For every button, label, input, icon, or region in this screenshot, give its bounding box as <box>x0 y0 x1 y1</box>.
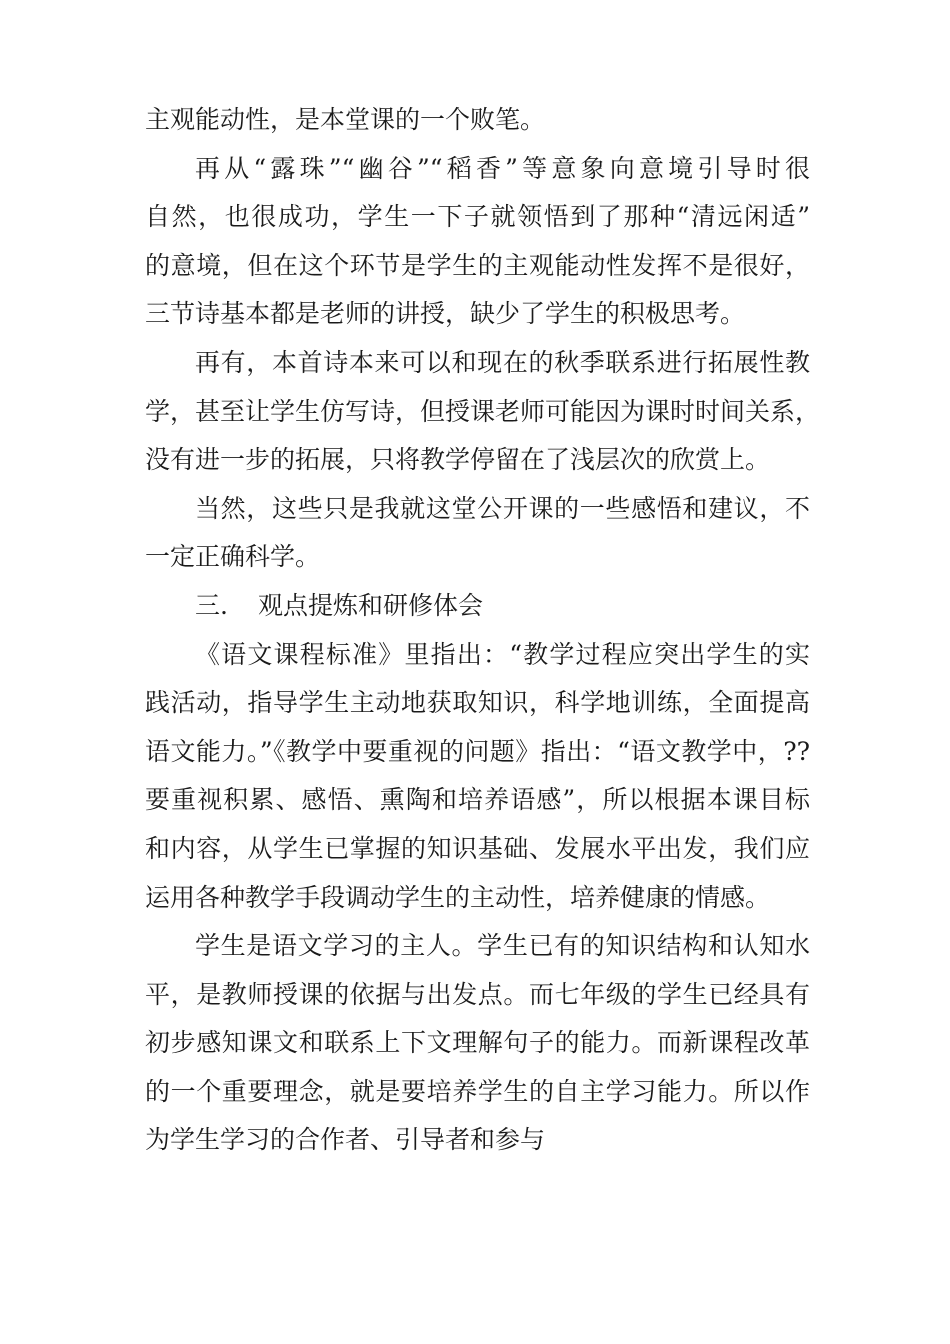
paragraph-p6 <box>145 922 810 1165</box>
text-line: 的一个重要理念，就是要培养学生的自主学习能力。所以作 <box>145 1076 810 1106</box>
paragraph-p5 <box>145 631 810 923</box>
paragraph-p4 <box>145 485 810 582</box>
section-heading-title: 观点提炼和研修体会 <box>258 590 484 620</box>
text-line: 再有，本首诗本来可以和现在的秋季联系进行拓展性教 <box>195 347 810 377</box>
text-line: 学生是语文学习的主人。学生已有的知识结构和认知水 <box>195 931 810 961</box>
text-line: 再从“露珠”“幽谷”“稻香”等意象向意境引导时很 <box>195 153 810 183</box>
document-body <box>145 96 821 1165</box>
text-line: 一定正确科学。 <box>145 542 321 572</box>
paragraph-p3 <box>145 339 821 485</box>
section-heading-number: 三. <box>195 590 228 620</box>
text-line: 初步感知课文和联系上下文理解句子的能力。而新课程改革 <box>145 1028 810 1058</box>
text-line: 要重视积累、感悟、熏陶和培养语感”，所以根据本课目标 <box>145 785 810 815</box>
text-line: 运用各种教学手段调动学生的主动性，培养健康的情感。 <box>145 882 771 912</box>
text-line: 没有进一步的拓展，只将教学停留在了浅层次的欣赏上。 <box>145 445 771 475</box>
text-line: 践活动，指导学生主动地获取知识，科学地训练，全面提高 <box>145 688 810 718</box>
paragraph-p1 <box>145 96 810 145</box>
text-line: 学，甚至让学生仿写诗，但授课老师可能因为课时时间关系， <box>145 396 821 426</box>
text-line: 三节诗基本都是老师的讲授，缺少了学生的积极思考。 <box>145 299 746 329</box>
text-line: 当然，这些只是我就这堂公开课的一些感悟和建议，不 <box>195 493 810 523</box>
text-line: 平，是教师授课的依据与出发点。而七年级的学生已经具有 <box>145 979 810 1009</box>
text-line: 为学生学习的合作者、引导者和参与 <box>145 1125 546 1155</box>
text-line: 《语文课程标准》里指出：“教学过程应突出学生的实 <box>195 639 810 669</box>
paragraph-p2 <box>145 145 810 339</box>
text-line: 主观能动性，是本堂课的一个败笔。 <box>145 105 546 134</box>
text-line: 的意境，但在这个环节是学生的主观能动性发挥不是很好， <box>145 250 810 280</box>
text-line: 自然，也很成功，学生一下子就领悟到了那种“清远闲适” <box>145 202 810 232</box>
text-line: 和内容，从学生已掌握的知识基础、发展水平出发，我们应 <box>145 833 810 863</box>
text-line: 语文能力。”《教学中要重视的问题》指出：“语文教学中，?? <box>145 736 810 766</box>
section-heading <box>145 582 810 631</box>
